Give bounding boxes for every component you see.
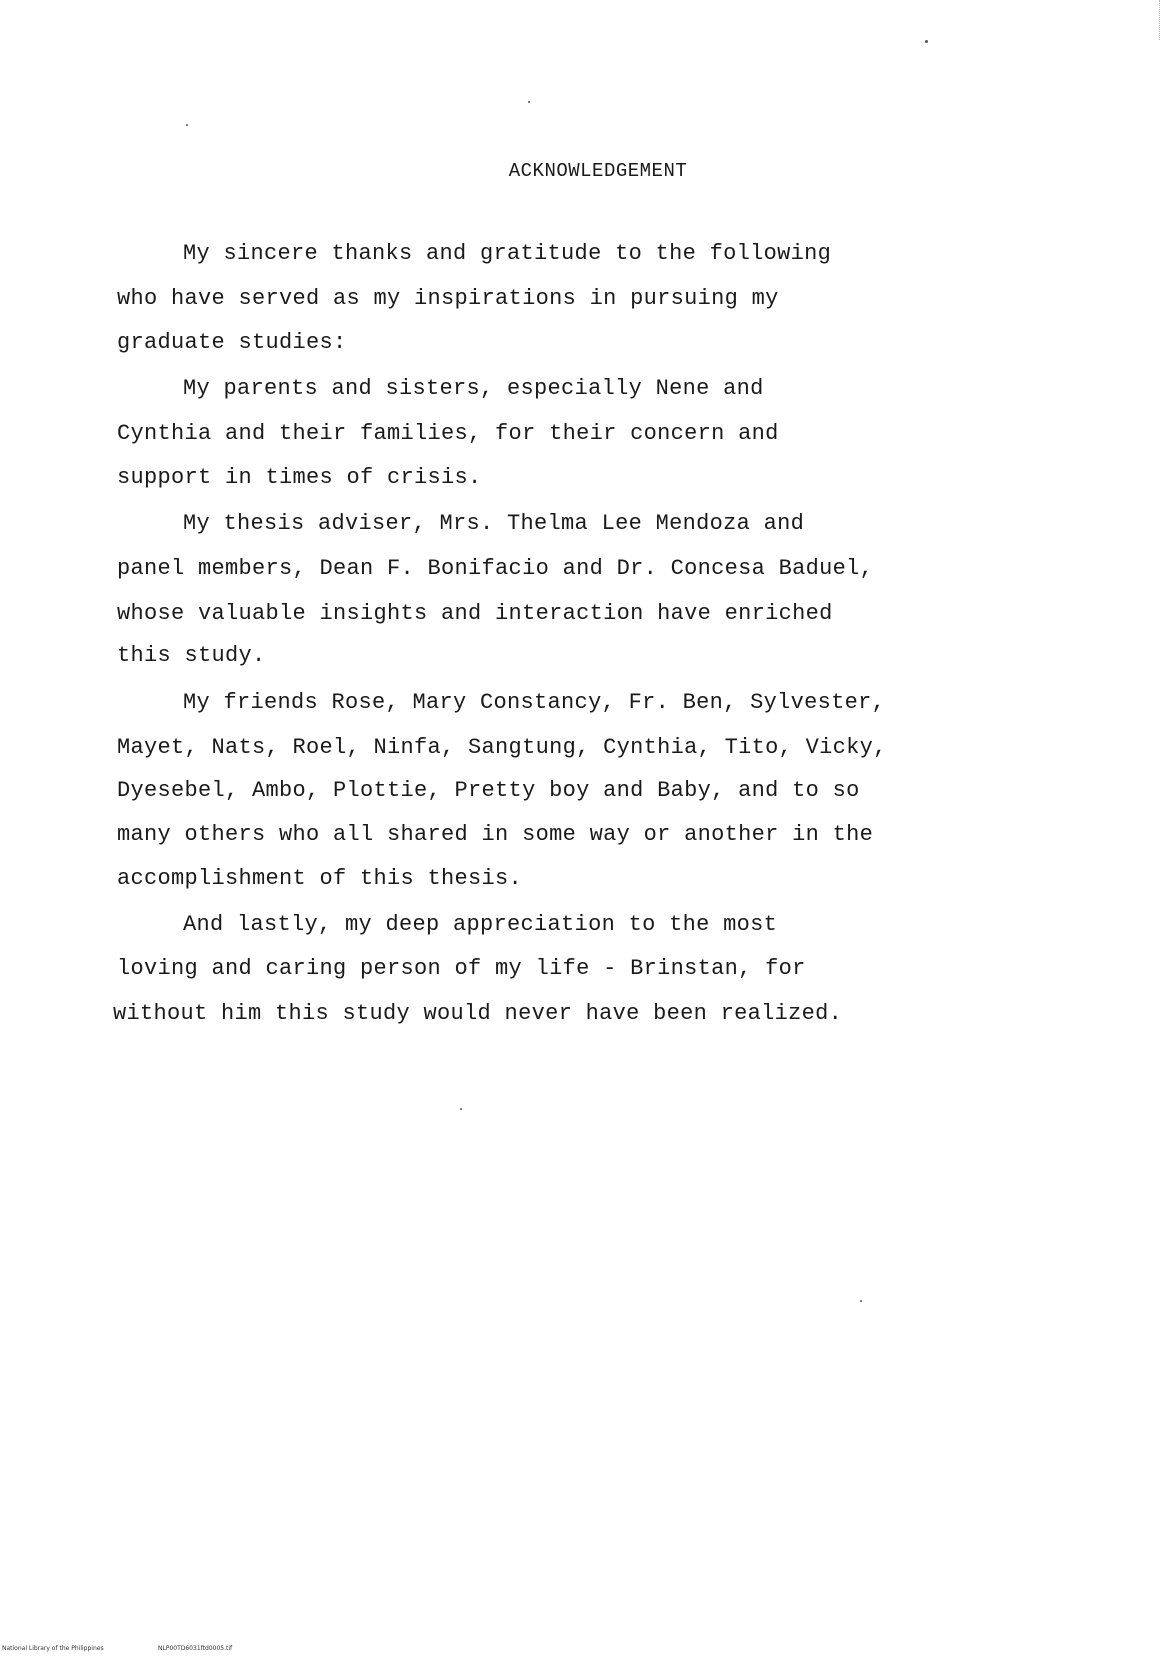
footer-file-name: NLP00TD6031ftd0005.tif	[158, 1645, 233, 1652]
text-line: My sincere thanks and gratitude to the following	[183, 241, 832, 266]
scan-speck	[460, 1108, 462, 1110]
text-line: many others who all shared in some way or another in the	[117, 822, 874, 847]
text-line: graduate studies:	[117, 330, 347, 355]
text-line: loving and caring person of my life - Brinstan, for	[117, 956, 806, 981]
text-line: panel members, Dean F. Bonifacio and Dr. Concesa Baduel,	[117, 556, 874, 581]
scan-speck	[860, 1300, 862, 1302]
text-line: Cynthia and their families, for their concern and	[117, 421, 779, 446]
text-line: who have served as my inspirations in pursuing my	[117, 286, 779, 311]
scan-speck	[528, 101, 530, 103]
scan-edge-mark	[1158, 0, 1160, 40]
text-line: this study.	[117, 643, 266, 668]
footer-library-label: National Library of the Philippines	[2, 1645, 104, 1652]
text-line: accomplishment of this thesis.	[117, 866, 523, 891]
text-line: My thesis adviser, Mrs. Thelma Lee Mendoza and	[183, 511, 805, 536]
text-line: My parents and sisters, especially Nene and	[183, 376, 764, 401]
text-line: My friends Rose, Mary Constancy, Fr. Ben, Sylvester,	[183, 690, 886, 715]
text-line: support in times of crisis.	[117, 465, 482, 490]
text-line: Dyesebel, Ambo, Plottie, Pretty boy and Baby, and to so	[117, 778, 860, 803]
page-title: ACKNOWLEDGEMENT	[508, 160, 688, 182]
scan-speck	[186, 124, 188, 126]
scan-speck	[925, 40, 928, 43]
text-line: without him this study would never have been realized.	[113, 1001, 843, 1026]
text-line: whose valuable insights and interaction have enriched	[117, 601, 833, 626]
text-line: And lastly, my deep appreciation to the most	[183, 912, 778, 937]
text-line: Mayet, Nats, Roel, Ninfa, Sangtung, Cynthia, Tito, Vicky,	[117, 735, 887, 760]
